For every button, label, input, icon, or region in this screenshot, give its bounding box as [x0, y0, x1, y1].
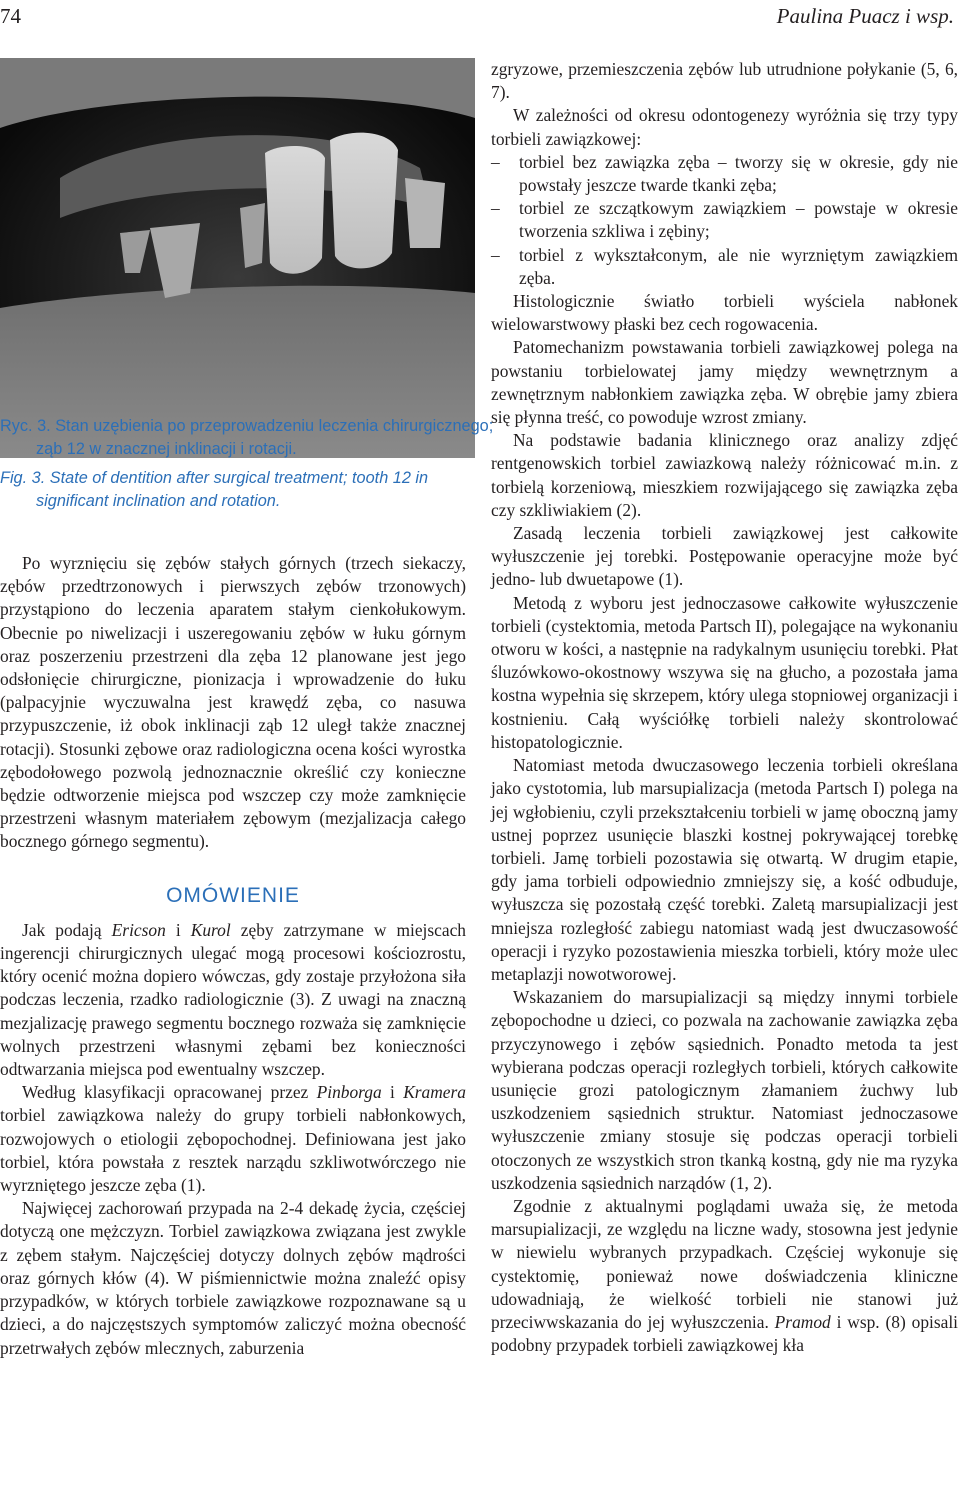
- author-name: Kramera: [403, 1082, 466, 1103]
- author-name: Ericson: [111, 919, 166, 940]
- list-dash: –: [491, 151, 500, 172]
- page-number: 74: [0, 4, 21, 28]
- paragraph: Natomiast metoda dwuczasowego leczenia torbieli określana jako cystotomia, lub marsupializacja (metoda Partsch I) polega na jej wgłobieniu, czyli przekształceniu torbieli w jamę oboczną jamy ustnej poprzez usunięcie blaszki kostnej pokrywającej torebkę torbieli. Jamę torbieli pozostawia się otwartą. W drugim etapie, gdy jama torbieli odpowiednio zmniejszy się, a kość odbuduje, wyłuszcza się pozostałą część torebki. Zaletą marsupializacji jest mniejsza rozległość zabiegu natomiast wadą jest dwuczasowość operacji i ryzyko pozostawienia mieszka torbieli, który może ulec metaplazji nowotworowej.: [491, 755, 958, 984]
- paragraph: Po wyrznięciu się zębów stałych górnych (trzech siekaczy, zębów przedtrzonowych i pierwszych zębów trzonowych) przystąpiono do leczenia aparatem stałym cienkołukowym. Obecnie po niwelizacji i uszeregowaniu zębów w łuku górnym oraz poszerzeniu przestrzeni dla zęba 12 planowane jest jego odsłonięcie chirurgiczne, pionizacja i wprowadzenie do łuku (palpacyjnie wyczuwalna jest krawędź zęba, co nasuwa przypuszczenie, iż obok inklinacji ząb 12 uległ także znacznej rotacji). Stosunki zębowe oraz radiologiczna ocena kości wyrostka zębodołowego pozwolą jednoznacznie określić czy konieczne będzie odtworzenie miejsca pod wszczep czy może zamknięcie przestrzeni własnym materiałem zębowym (mezjalizacja całego bocznego górnego segmentu).: [0, 553, 466, 852]
- author-name: Kurol: [190, 919, 231, 940]
- list-dash: –: [491, 198, 500, 219]
- list-item: – torbiel z wykształconym, ale nie wyrzniętym zawiązkiem zęba.: [491, 244, 958, 288]
- paragraph: zgryzowe, przemieszczenia zębów lub utrudnione połykanie (5, 6, 7).: [491, 59, 958, 103]
- figure-photo: [0, 58, 475, 458]
- paragraph: Histologicznie światło torbieli wyściela nabłonek wielowarstwowy płaski bez cech rogowacenia.: [491, 291, 958, 335]
- list-item: – torbiel ze szczątkowym zawiązkiem – powstaje w okresie tworzenia szkliwa i zębiny;: [491, 198, 958, 242]
- author-name: Pramod: [774, 1311, 831, 1332]
- paragraph: Zgodnie z aktualnymi poglądami uważa się, że metoda marsupializacji, ze względu na liczne wady, stosowna jest jedynie w niewielu wybranych przypadkach. Częściej wykonuje się cystektomię, ponieważ nowe doświadczenia kliniczne udowadniają, że wielkość torbieli nie stanowi już przeciwwskazania do jej wyłuszczenia. Pramod i wsp. (8) opisali podobny przypadek torbieli zawiązkowej kła: [491, 1195, 958, 1356]
- figure-caption-en: Fig. 3. State of dentition after surgical treatment; tooth 12 in significant inclination and rotation.: [0, 469, 429, 510]
- figure-caption-pl: Ryc. 3. Stan uzębienia po przeprowadzeniu leczenia chirurgicznego; ząb 12 w znacznej inklinacji i rotacji.: [0, 417, 494, 458]
- paragraph: Jak podają Ericson i Kurol zęby zatrzymane w miejscach ingerencji chirurgicznych ulegać mogą procesowi kościozrostu, który ocenić można dopiero wówczas, gdy zostaje przyłożona siła podczas leczenia, rzadko radiologicznie (3). Z uwagi na znaczną mezjalizację prawego segmentu bocznego rozważa się zamknięcie wolnych przestrzeni własnymi zębami bez konieczności odtwarzania miejsca pod ewentualny wszczep.: [0, 919, 467, 1080]
- list-item: – torbiel bez zawiązka zęba – tworzy się w okresie, gdy nie powstały jeszcze twarde tkanki zęba;: [491, 151, 958, 196]
- paragraph: Zasadą leczenia torbieli zawiązkowej jest całkowite wyłuszczenie jej torebki. Postępowanie operacyjne może być jedno- lub dwuetapowe (1).: [491, 523, 958, 590]
- paragraph: Wskazaniem do marsupializacji są między innymi torbiele zębopochodne u dzieci, co pozwala na zachowanie zawiązka zęba przyczynowego i zębów sąsiednich. Ponadto metoda ta jest wybierana podczas operacji rozległych torbieli, których całkowite usunięcie grozi patologicznym złamaniem żuchwy lub uszkodzeniem sąsiednich struktur. Natomiast jednoczasowe wyłuszczenie zmiany stosuje się podczas operacji torbieli otoczonych ze wszystkich stron tkanką kostną, gdy nie ma ryzyka uszkodzenia sąsiednich narządów (1, 2).: [491, 987, 958, 1193]
- paragraph: Patomechanizm powstawania torbieli zawiązkowej polega na powstaniu torbielowatej jamy między wewnętrznym a zewnętrznym nabłonkiem zawiązka zęba. W obrębie jamy zbiera się płynna treść, co powoduje wzrost zmiany.: [491, 337, 958, 428]
- paragraph: W zależności od okresu odontogenezy wyróżnia się trzy typy torbieli zawiązkowej:: [491, 105, 958, 149]
- author-name: Pinborga: [316, 1082, 382, 1103]
- section-heading: OMÓWIENIE: [166, 883, 300, 907]
- paragraph: Według klasyfikacji opracowanej przez Pinborga i Kramera torbiel zawiązkowa należy do grupy torbieli nabłonkowych, rozwojowych o etiologii zębopochodnej. Definiowana jest jako torbiel, która powstała z resztek narządu szkliwotwórczego nie wyrzniętego jeszcze zęba (1).: [0, 1082, 466, 1196]
- paragraph: Metodą z wyboru jest jednoczasowe całkowite wyłuszczenie torbieli (cystektomia, metoda Partsch II), polegające na wykonaniu otworu w kości, a następnie na radykalnym usunięciu torebki. Płat śluzówkowo-okostnowy wszywa się na głucho, a pozostała jama kostna wypełnia się skrzepem, który ulega stopniowej organizacji i kostnieniu. Całą wyściółkę torbieli należy skontrolować histopatologicznie.: [491, 592, 958, 752]
- right-column: [491, 58, 958, 1357]
- paragraph: Na podstawie badania klinicznego oraz analizy zdjęć rentgenowskich torbiel zawiazkową należy różnicować m.in. z torbielą korzeniową, mieszkiem rozwijającego się zawiązka zęba czy szkliwiakiem (2).: [491, 430, 958, 520]
- left-column: [0, 552, 466, 1360]
- intraoral-photo: [0, 58, 475, 458]
- list-dash: –: [491, 244, 500, 265]
- paragraph: Najwięcej zachorowań przypada na 2-4 dekadę życia, częściej dotyczą one mężczyzn. Torbiel zawiązkowa związana jest zwykle z zębem stałym. Najczęściej dotyczy dolnych zębów mądrości oraz górnych kłów (4). W piśmiennictwie można znaleźć opisy przypadków, w których torbiele zawiązkowe rozpoznawane są u dzieci, a do najczęstszych symptomów zaliczyć można obecność przetrwałych zębów mlecznych, zaburzenia: [0, 1198, 466, 1358]
- running-head: Paulina Puacz i wsp.: [776, 4, 954, 28]
